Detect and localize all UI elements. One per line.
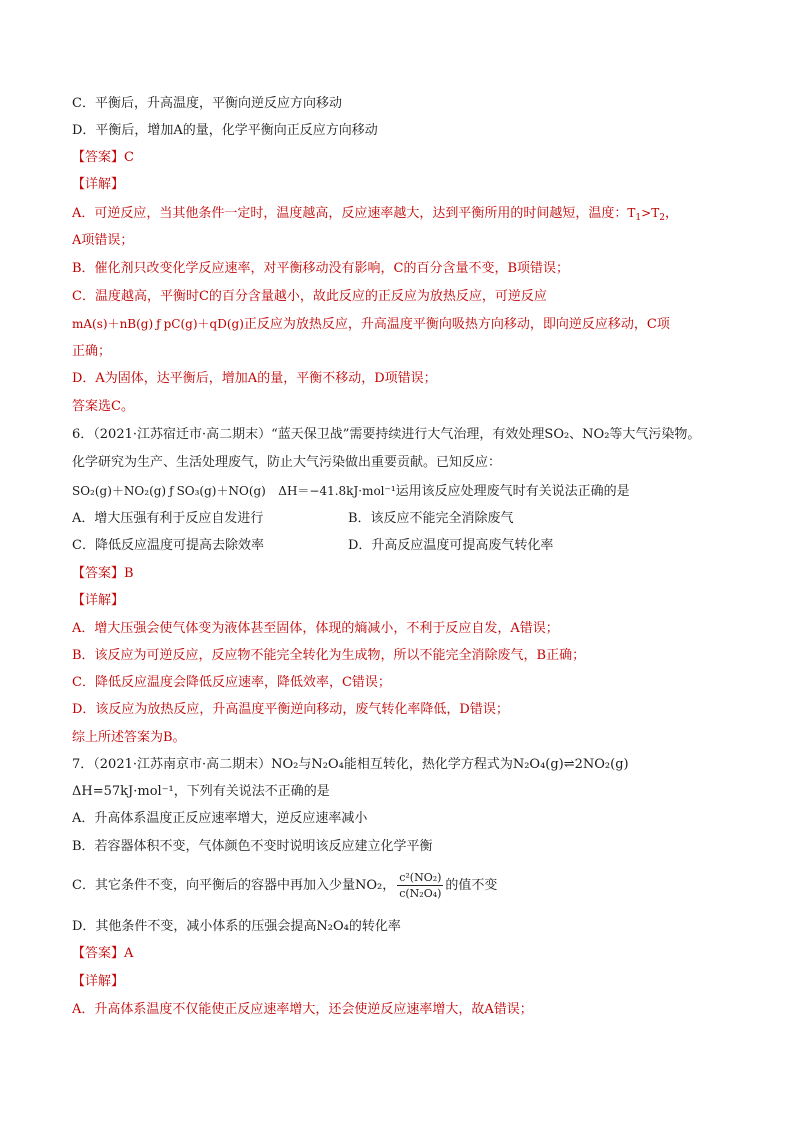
q7-stem-2: ΔH=57kJ·mol⁻¹，下列有关说法不正确的是 bbox=[72, 784, 330, 799]
q6-stem-1: 6．（2021·江苏宿迁市·高二期末）“蓝天保卫战”需要持续进行大气治理，有效处理SO₂、NO₂等大气污染物。 bbox=[72, 427, 701, 442]
prev-explain-a-1: A．可逆反应，当其他条件一定时，温度越高，反应速率越大，达到平衡所用的时间越短，温度：$T_1>T_2$， bbox=[72, 206, 678, 223]
answer-value: A bbox=[124, 946, 134, 961]
q7-option-b: B．若容器体积不变，气体颜色不变时说明该反应建立化学平衡 bbox=[72, 839, 433, 854]
q7-option-a: A．升高体系温度正反应速率增大，逆反应速率减小 bbox=[72, 811, 368, 826]
q6-detail-label: 【详解】 bbox=[72, 593, 125, 608]
q6-explain-d: D．该反应为放热反应，升高温度平衡逆向移动，废气转化率降低，D错误； bbox=[72, 702, 509, 717]
prev-explain-c-1: C．温度越高，平衡时C的百分含量越小，故此反应的正反应为放热反应，可逆反应 bbox=[72, 289, 547, 304]
prev-conclusion: 答案选C。 bbox=[72, 399, 134, 414]
answer-label: 【答案】 bbox=[72, 150, 125, 165]
q6-conclusion: 综上所述答案为B。 bbox=[72, 730, 186, 745]
prev-explain-c-3: 正确； bbox=[72, 344, 112, 359]
prev-explain-d: D．A为固体，达平衡后，增加A的量，平衡不移动，D项错误； bbox=[72, 371, 437, 386]
prev-explain-b: B．催化剂只改变化学反应速率，对平衡移动没有影响，C的百分含量不变，B项错误； bbox=[72, 261, 570, 276]
q6-option-b: B．该反应不能完全消除废气 bbox=[348, 511, 514, 526]
answer-value: C bbox=[124, 150, 134, 165]
q7-detail-label: 【详解】 bbox=[72, 974, 125, 989]
q6-options-row-1 bbox=[72, 510, 263, 528]
q7-answer bbox=[72, 945, 133, 963]
q6-option-d: D．升高反应温度可提高废气转化率 bbox=[348, 538, 554, 553]
prev-answer bbox=[72, 149, 134, 167]
q6-equation: SO₂(g)＋NO₂(g) ƒ SO₃(g)＋NO(g) bbox=[72, 484, 266, 498]
prev-detail-label: 【详解】 bbox=[72, 177, 125, 192]
prev-option-c: C．平衡后，升高温度，平衡向逆反应方向移动 bbox=[72, 96, 342, 111]
q7-explain-a: A．升高体系温度不仅能使正反应速率增大，还会使逆反应速率增大，故A错误； bbox=[72, 1002, 533, 1017]
q6-explain-a: A．增大压强会使气体变为液体甚至固体，体现的熵减小，不利于反应自发，A错误； bbox=[72, 621, 559, 636]
q6-enthalpy: ΔH＝−41.8kJ·mol⁻¹ bbox=[278, 484, 396, 498]
q7-option-c: C．其它条件不变，向平衡后的容器中再加入少量NO₂， $\frac{\text{c²(NO₂)}}{\text{c(N₂O₄)}}$ 的值不变 bbox=[72, 871, 498, 900]
q6-explain-c: C．降低反应温度会降低反应速率，降低效率，C错误； bbox=[72, 675, 391, 690]
prev-explain-a-2: A项错误； bbox=[72, 233, 134, 248]
answer-value: B bbox=[124, 566, 134, 581]
q6-equation-line: SO₂(g)＋NO₂(g) ƒ SO₃(g)＋NO(g) ΔH＝−41.8kJ·mol⁻¹运用该反应处理废气时有关说法正确的是 bbox=[72, 484, 630, 499]
q7-stem-1: 7．（2021·江苏南京市·高二期末）NO₂与N₂O₄能相互转化，热化学方程式为N₂O₄(g)⇌2NO₂(g) bbox=[72, 757, 629, 772]
q7-option-d: D．其他条件不变，减小体系的压强会提高N₂O₄的转化率 bbox=[72, 919, 401, 934]
prev-explain-c-2: mA(s)＋nB(g) ƒ pC(g)＋qD(g)正反应为放热反应，升高温度平衡向吸热方向移动，即向逆反应移动，C项 bbox=[72, 317, 670, 332]
answer-label: 【答案】 bbox=[72, 566, 125, 581]
concentration-ratio: $\frac{\text{c²(NO₂)}}{\text{c(N₂O₄)}}$ bbox=[399, 871, 442, 900]
q6-explain-b: B．该反应为可逆反应，反应物不能完全转化为生成物，所以不能完全消除废气，B正确； bbox=[72, 648, 586, 663]
q6-option-a: A．增大压强有利于反应自发进行 bbox=[72, 511, 264, 526]
temperature-compare: $T_1>T_2$ bbox=[627, 206, 665, 223]
q6-answer bbox=[72, 565, 134, 583]
q6-option-c: C．降低反应温度可提高去除效率 bbox=[72, 538, 264, 553]
prev-option-d: D．平衡后，增加A的量，化学平衡向正反应方向移动 bbox=[72, 123, 378, 138]
answer-label: 【答案】 bbox=[72, 946, 125, 961]
reaction-equation: mA(s)＋nB(g) ƒ pC(g)＋qD(g) bbox=[72, 317, 244, 331]
q6-stem-2: 化学研究为生产、生活处理废气，防止大气污染做出重要贡献。已知反应： bbox=[72, 455, 502, 470]
